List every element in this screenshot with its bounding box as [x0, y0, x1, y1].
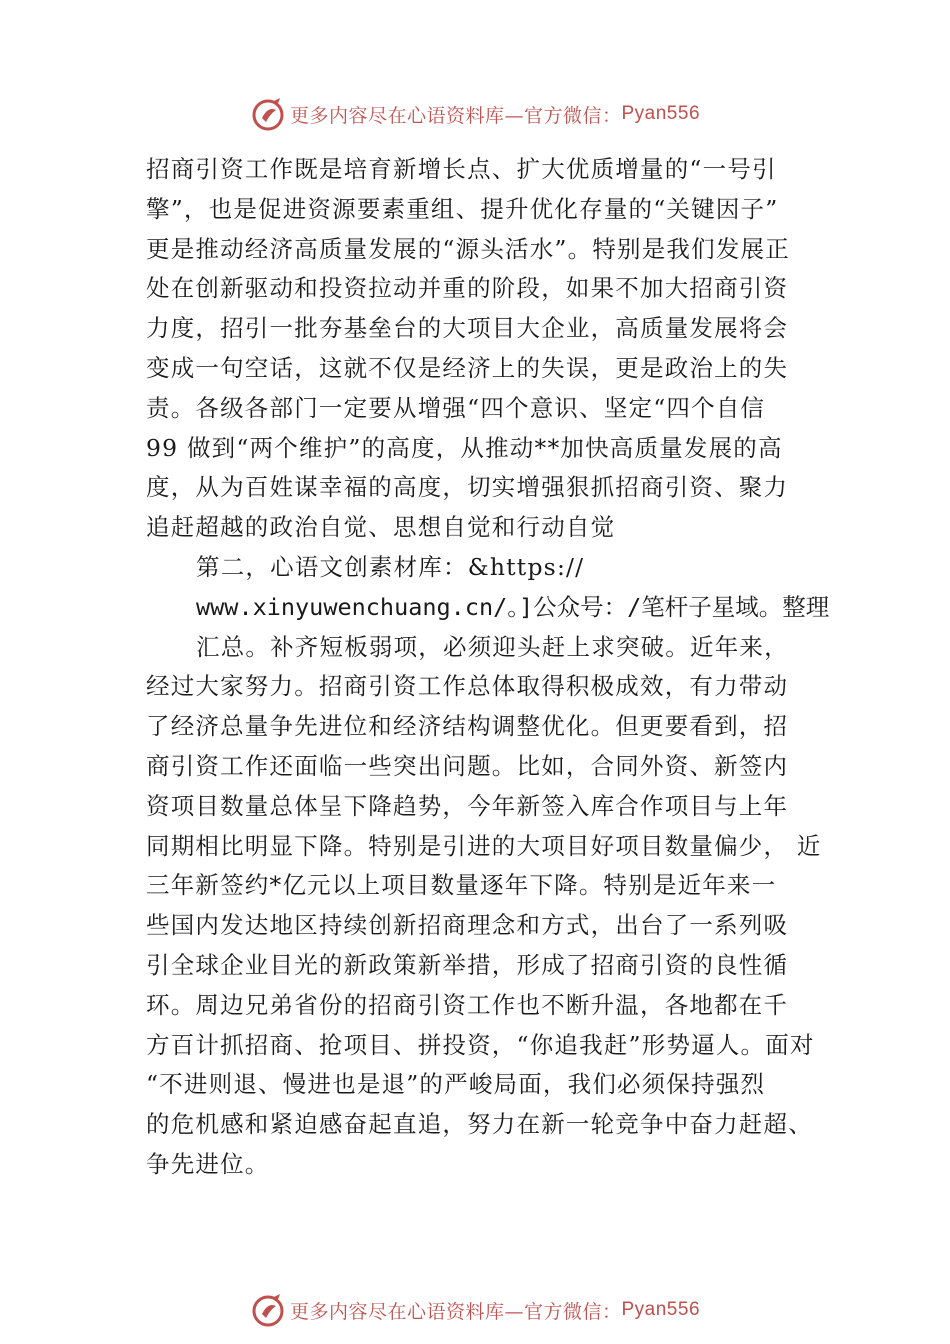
- banner-wechat-id: Pyan556: [621, 1299, 701, 1320]
- text-line-indented: 汇总。补齐短板弱项，必须迎头赶上求突破。近年来，: [196, 632, 789, 661]
- text-line: 99 做到“两个维护”的高度，从推动**加快高质量发展的高: [146, 433, 783, 462]
- header-banner: [0, 94, 950, 134]
- text-line: 商引资工作还面临一些突出问题。比如，合同外资、新签内: [146, 751, 789, 780]
- banner-text: 更多内容尽在心语资料库—官方微信：: [289, 104, 622, 127]
- text-line: 方百计抓招商、抢项目、拼投资，“你追我赶”形势逼人。面对: [146, 1030, 815, 1059]
- text-line: 三年新签约*亿元以上项目数量逐年下降。特别是近年来一: [146, 871, 777, 900]
- text-line: 的危机感和紧迫感奋起直追，努力在新一轮竞争中奋力赶超、: [146, 1110, 813, 1139]
- text-line: 更是推动经济高质量发展的“源头活水”。特别是我们发展正: [146, 234, 790, 263]
- text-line: 资项目数量总体呈下降趋势，今年新签入库合作项目与上年: [146, 791, 789, 820]
- logo-icon: [250, 96, 286, 132]
- banner-wechat-id: Pyan556: [621, 103, 701, 124]
- banner-text: 更多内容尽在心语资料库—官方微信：: [289, 1300, 622, 1323]
- text-line: 了经济总量争先进位和经济结构调整优化。但更要看到，招: [146, 712, 789, 741]
- text-line: 些国内发达地区持续创新招商理念和方式，出台了一系列吸: [146, 911, 789, 940]
- text-line: 处在创新驱动和投资拉动并重的阶段，如果不加大招商引资: [146, 274, 789, 303]
- text-line: 责。各级各部门一定要从增强“四个意识、坚定“四个自信: [146, 393, 766, 422]
- text-line: 引全球企业目光的新政策新举措，形成了招商引资的良性循: [146, 950, 789, 979]
- text-line: 同期相比明显下降。特别是引进的大项目好项目数量偏少， 近: [146, 831, 822, 860]
- footer-banner: [0, 1290, 950, 1330]
- text-line: 度，从为百姓谋幸福的高度，切实增强狠抓招商引资、聚力: [146, 473, 789, 502]
- logo-icon: [250, 1292, 286, 1328]
- text-line: 力度，招引一批夯基垒台的大项目大企业，高质量发展将会: [146, 314, 789, 343]
- text-line: 环。周边兄弟省份的招商引资工作也不断升温，各地都在千: [146, 990, 789, 1019]
- text-line: 争先进位。: [146, 1149, 270, 1178]
- text-line: 经过大家努力。招商引资工作总体取得积极成效，有力带动: [146, 672, 789, 701]
- document-body: [146, 150, 836, 1185]
- text-line: 擎”，也是促进资源要素重组、提升优化存量的“关键因子”: [146, 194, 779, 223]
- text-line: 招商引资工作既是培育新增长点、扩大优质增量的“一号引: [146, 155, 777, 183]
- text-line: 变成一句空话，这就不仅是经济上的失误，更是政治上的失: [146, 353, 789, 382]
- text-line-url: www.xinyuwenchuang.cn/。]公众号：/笔杆子星域。整理: [196, 592, 830, 621]
- text-line: “不进则退、慢进也是退”的严峻局面，我们必须保持强烈: [146, 1070, 766, 1099]
- text-line: 追赶超越的政治自觉、思想自觉和行动自觉: [146, 513, 616, 542]
- text-line-indented: 第二，心语文创素材库：&https://: [196, 552, 585, 581]
